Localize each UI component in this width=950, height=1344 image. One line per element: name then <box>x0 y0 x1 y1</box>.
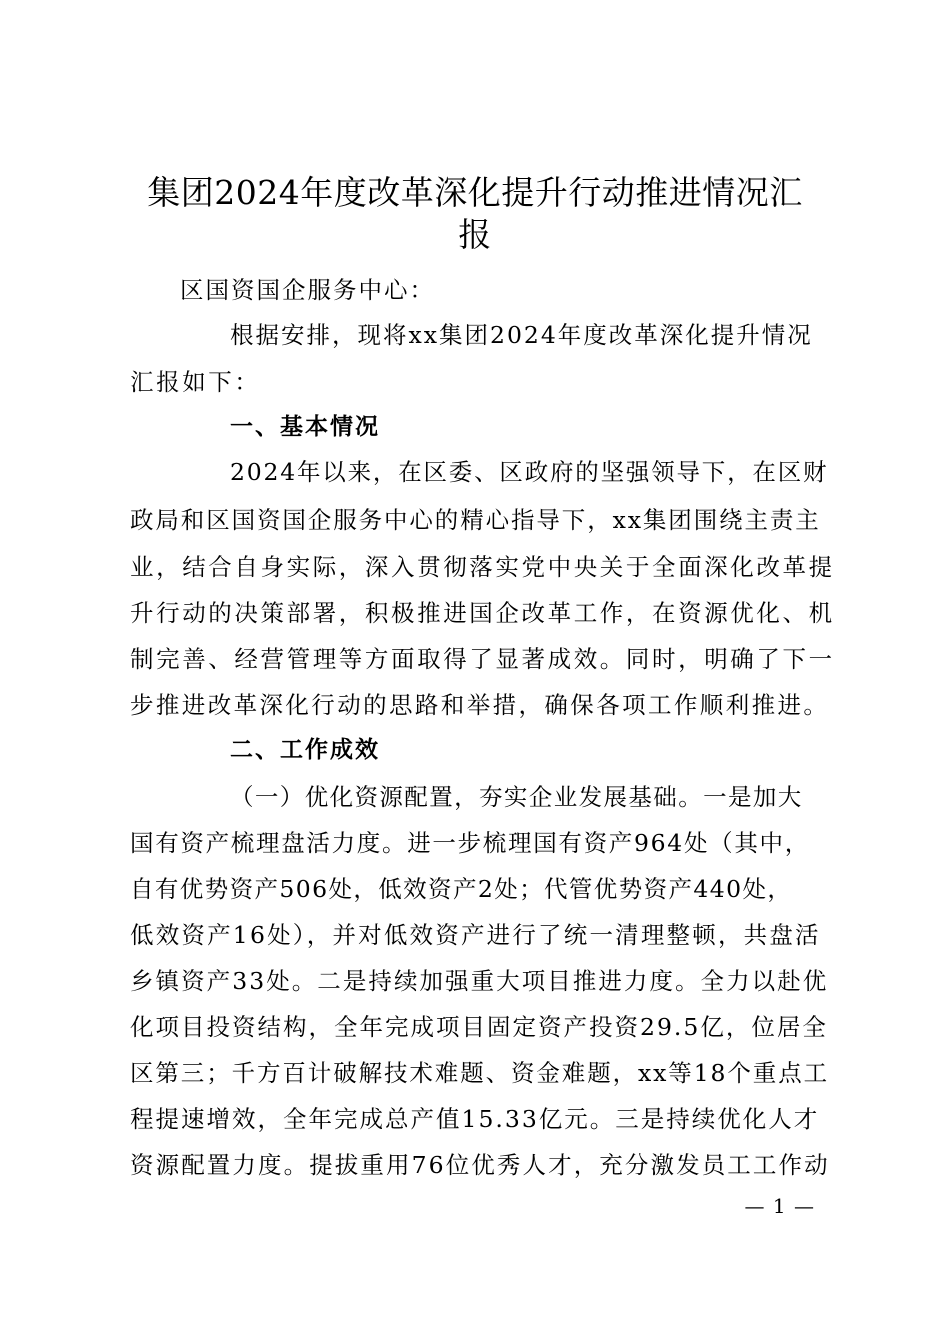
section2-line-4: 低效资产16处），并对低效资产进行了统一清理整顿，共盘活 <box>130 921 821 949</box>
section-heading-work-results: 二、工作成效 <box>230 737 380 763</box>
section1-line-1: 2024年以来，在区委、区政府的坚强领导下，在区财 <box>230 458 829 486</box>
section2-line-5: 乡镇资产33处。二是持续加强重大项目推进力度。全力以赴优 <box>130 967 829 995</box>
section1-line-5: 制完善、经营管理等方面取得了显著成效。同时，明确了下一 <box>130 645 835 673</box>
section2-line-9: 资源配置力度。提拔重用76位优秀人才，充分激发员工工作动 <box>130 1151 830 1179</box>
section2-line-1: （一）优化资源配置，夯实企业发展基础。一是加大 <box>230 783 803 811</box>
document-title-line-2: 报 <box>458 215 492 254</box>
section2-line-6: 化项目投资结构，全年完成项目固定资产投资29.5亿，位居全 <box>130 1013 828 1041</box>
section2-line-8: 程提速增效，全年完成总产值15.33亿元。三是持续优化人才 <box>130 1105 820 1133</box>
intro-line-1: 根据安排，现将xx集团2024年度改革深化提升情况 <box>230 321 813 349</box>
section-heading-basic-situation: 一、基本情况 <box>230 414 380 440</box>
section1-line-3: 业，结合自身实际，深入贯彻落实党中央关于全面深化改革提 <box>130 553 835 581</box>
section1-line-6: 步推进改革深化行动的思路和举措，确保各项工作顺利推进。 <box>130 691 830 719</box>
recipient-line: 区国资国企服务中心： <box>180 276 435 304</box>
section1-line-4: 升行动的决策部署，积极推进国企改革工作，在资源优化、机 <box>130 599 835 627</box>
section2-line-2: 国有资产梳理盘活力度。进一步梳理国有资产964处（其中， <box>130 829 810 857</box>
page-number: — 1 — <box>744 1194 815 1218</box>
section2-line-7: 区第三；千方百计破解技术难题、资金难题，xx等18个重点工 <box>130 1059 830 1087</box>
section1-line-2: 政局和区国资国企服务中心的精心指导下，xx集团围绕主责主 <box>130 506 821 534</box>
section2-line-3: 自有优势资产506处，低效资产2处；代管优势资产440处， <box>130 875 793 903</box>
document-title-line-1: 集团2024年度改革深化提升行动推进情况汇 <box>147 173 803 212</box>
intro-line-2: 汇报如下： <box>130 368 261 396</box>
